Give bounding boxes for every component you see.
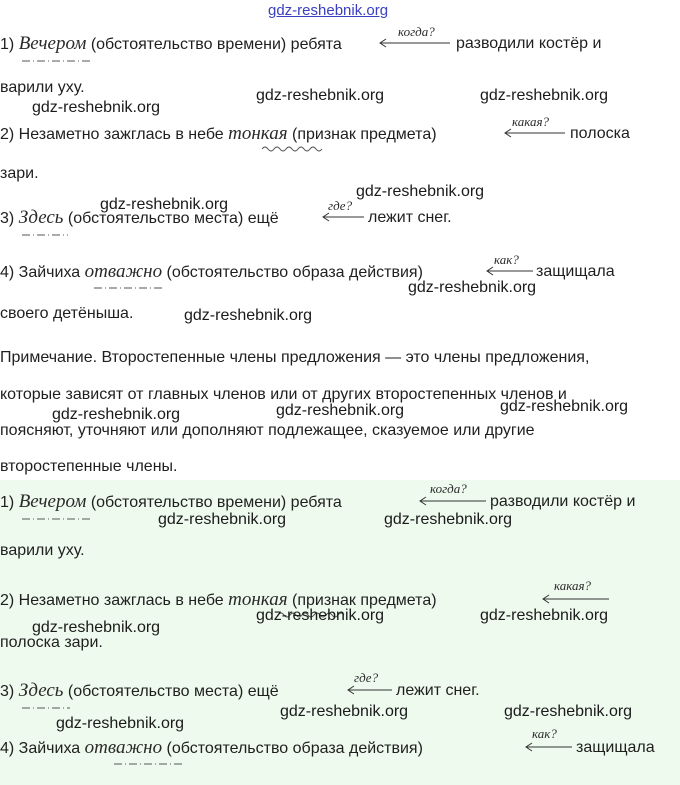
predicate-text: защищала bbox=[536, 263, 615, 280]
sentence-number: 1) bbox=[0, 494, 15, 511]
arrow-left-icon bbox=[503, 128, 568, 138]
watermark[interactable]: gdz-reshebnik.org bbox=[100, 196, 229, 213]
attribute-word: тонкая bbox=[228, 589, 288, 610]
predicate-text: защищала bbox=[576, 739, 655, 756]
gloss-text: (обстоятельство времени) ребята bbox=[90, 36, 342, 53]
dash-dot-underline bbox=[114, 761, 184, 767]
watermark[interactable]: gdz-reshebnik.org bbox=[56, 715, 185, 732]
note-line-3: поясняют, уточняют или дополняют подлежащее, сказуемое или другие bbox=[0, 422, 535, 439]
adverbial-word: отважно bbox=[84, 261, 163, 282]
continuation-text: своего детёныша. bbox=[0, 305, 134, 322]
note-line-2: которые зависят от главных членов или от других второстепенных членов и bbox=[0, 386, 567, 403]
question-label: когда? bbox=[430, 481, 467, 496]
gloss-text: (обстоятельство места) ещё bbox=[67, 210, 279, 227]
gloss-text: (обстоятельство времени) ребята bbox=[90, 494, 342, 511]
predicate-text: разводили костёр и bbox=[490, 493, 636, 510]
question-label: как? bbox=[494, 252, 519, 267]
gloss-text: (признак предмета) bbox=[292, 126, 437, 143]
gloss-text: (признак предмета) bbox=[292, 592, 437, 609]
note-line-4: второстепенные члены. bbox=[0, 458, 178, 475]
sentence-4 bbox=[0, 738, 423, 759]
attribute-word: тонкая bbox=[228, 123, 288, 144]
watermark[interactable]: gdz-reshebnik.org bbox=[356, 183, 485, 200]
continuation-text: варили уху. bbox=[0, 542, 85, 559]
watermark[interactable]: gdz-reshebnik.org bbox=[276, 402, 405, 419]
subject-text: полоска bbox=[570, 125, 630, 142]
predicate-text: разводили костёр и bbox=[456, 35, 602, 52]
question-label: где? bbox=[354, 670, 379, 685]
gloss-text: (обстоятельство места) ещё bbox=[67, 683, 279, 700]
question-label: какая? bbox=[554, 578, 592, 593]
sentence-text: 4) Зайчиха bbox=[0, 740, 81, 757]
sentence-3 bbox=[0, 681, 279, 702]
watermark[interactable]: gdz-reshebnik.org bbox=[32, 619, 161, 636]
dash-dot-underline bbox=[22, 232, 70, 238]
watermark[interactable]: gdz-reshebnik.org bbox=[158, 511, 287, 528]
question-label: какая? bbox=[512, 114, 550, 129]
sentence-4 bbox=[0, 262, 423, 283]
sentence-number: 3) bbox=[0, 683, 15, 700]
note-line-1: Примечание. Второстепенные члены предложения — это члены предложения, bbox=[0, 349, 590, 366]
arrow-left-icon bbox=[378, 38, 453, 48]
watermark[interactable]: gdz-reshebnik.org bbox=[256, 87, 385, 104]
adverbial-word: Здесь bbox=[18, 207, 64, 228]
sentence-text: 4) Зайчиха bbox=[0, 264, 81, 281]
continuation-text: полоска зари. bbox=[0, 634, 103, 651]
sentence-number: 3) bbox=[0, 210, 15, 227]
dash-dot-underline bbox=[94, 285, 166, 291]
watermark[interactable]: gdz-reshebnik.org bbox=[408, 279, 537, 296]
dash-dot-underline bbox=[22, 705, 72, 711]
arrow-left-icon bbox=[418, 496, 488, 506]
adverbial-word: Вечером bbox=[18, 33, 87, 54]
sentence-3 bbox=[0, 208, 279, 229]
arrow-left-icon bbox=[524, 742, 574, 752]
gloss-text: (обстоятельство образа действия) bbox=[166, 740, 423, 757]
sentence-text: 2) Незаметно зажглась в небе bbox=[0, 592, 224, 609]
arrow-left-icon bbox=[321, 212, 366, 222]
watermark[interactable]: gdz-reshebnik.org bbox=[184, 307, 313, 324]
watermark[interactable]: gdz-reshebnik.org bbox=[500, 398, 629, 415]
watermark-top[interactable]: gdz-reshebnik.org bbox=[268, 2, 389, 19]
continuation-text: зари. bbox=[0, 165, 39, 182]
gloss-text: (обстоятельство образа действия) bbox=[166, 264, 423, 281]
watermark[interactable]: gdz-reshebnik.org bbox=[504, 703, 633, 720]
predicate-text: лежит снег. bbox=[368, 209, 452, 226]
watermark[interactable]: gdz-reshebnik.org bbox=[480, 87, 609, 104]
predicate-text: лежит снег. bbox=[396, 682, 480, 699]
dash-dot-underline bbox=[22, 516, 94, 522]
watermark[interactable]: gdz-reshebnik.org bbox=[480, 607, 609, 624]
arrow-left-icon bbox=[346, 685, 394, 695]
adverbial-word: Вечером bbox=[18, 491, 87, 512]
question-label: как? bbox=[532, 726, 557, 741]
adverbial-word: Здесь bbox=[18, 680, 64, 701]
watermark[interactable]: gdz-reshebnik.org bbox=[32, 99, 161, 116]
question-label: когда? bbox=[398, 24, 435, 39]
watermark[interactable]: gdz-reshebnik.org bbox=[256, 607, 385, 624]
wavy-underline bbox=[262, 145, 324, 153]
dash-dot-underline bbox=[22, 58, 92, 64]
watermark[interactable]: gdz-reshebnik.org bbox=[280, 703, 409, 720]
sentence-1 bbox=[0, 34, 342, 55]
question-label: где? bbox=[328, 198, 353, 213]
sentence-1 bbox=[0, 492, 342, 513]
sentence-number: 1) bbox=[0, 36, 15, 53]
sentence-text: 2) Незаметно зажглась в небе bbox=[0, 126, 224, 143]
continuation-text: варили уху. bbox=[0, 79, 85, 96]
arrow-left-icon bbox=[541, 594, 611, 604]
arrow-left-icon bbox=[485, 266, 535, 276]
adverbial-word: отважно bbox=[84, 737, 163, 758]
watermark[interactable]: gdz-reshebnik.org bbox=[52, 406, 181, 423]
sentence-2 bbox=[0, 124, 437, 145]
watermark[interactable]: gdz-reshebnik.org bbox=[384, 511, 513, 528]
